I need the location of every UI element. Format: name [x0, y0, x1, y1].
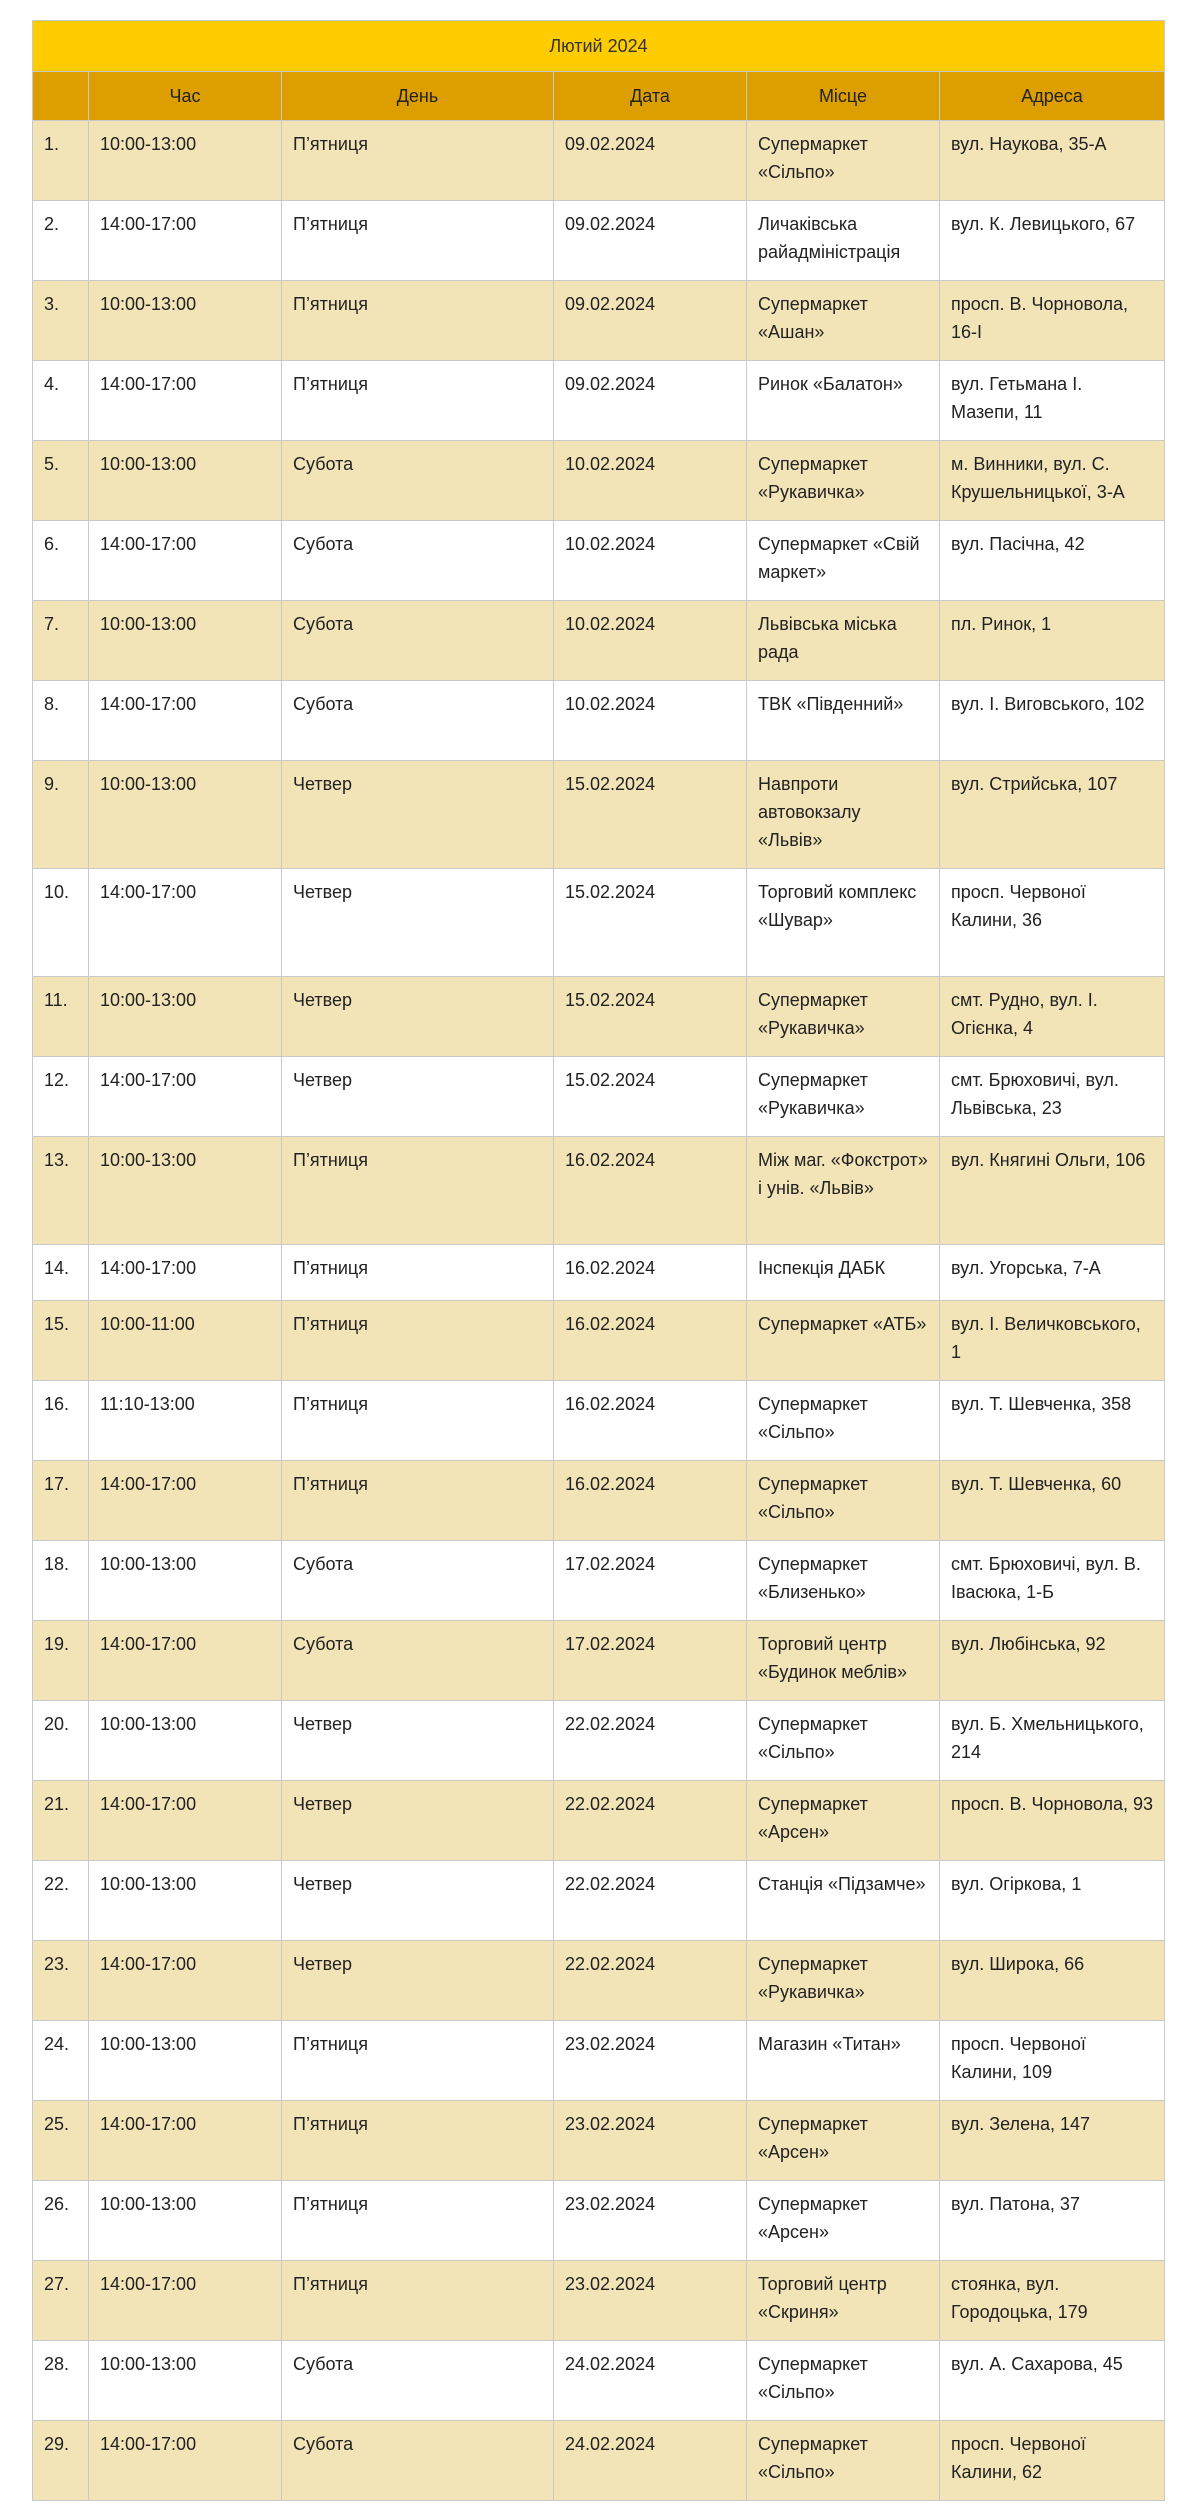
row-time: 14:00-17:00	[89, 1621, 282, 1701]
row-time: 14:00-17:00	[89, 1941, 282, 2021]
column-header-time: Час	[89, 72, 282, 121]
row-date: 24.02.2024	[554, 2341, 747, 2421]
row-date: 23.02.2024	[554, 2261, 747, 2341]
row-time: 10:00-13:00	[89, 1701, 282, 1781]
row-time: 10:00-13:00	[89, 281, 282, 361]
row-number: 17.	[33, 1461, 89, 1541]
row-address: вул. А. Сахарова, 45	[940, 2341, 1165, 2421]
table-row	[33, 1301, 1165, 1381]
row-day: Четвер	[282, 1781, 554, 1861]
row-place: Супермаркет «Сільпо»	[747, 121, 940, 201]
schedule-table	[32, 20, 1165, 2501]
row-time: 14:00-17:00	[89, 201, 282, 281]
row-address: просп. Червоної Калини, 109	[940, 2021, 1165, 2101]
row-date: 24.02.2024	[554, 2421, 747, 2501]
row-day: П’ятниця	[282, 1381, 554, 1461]
row-time: 14:00-17:00	[89, 681, 282, 761]
row-day: П’ятниця	[282, 281, 554, 361]
row-address: вул. Наукова, 35-А	[940, 121, 1165, 201]
row-place: Супермаркет «Сільпо»	[747, 2421, 940, 2501]
row-number: 12.	[33, 1057, 89, 1137]
row-place: Супермаркет «АТБ»	[747, 1301, 940, 1381]
table-row	[33, 201, 1165, 281]
table-row	[33, 1057, 1165, 1137]
row-place: Супермаркет «Ашан»	[747, 281, 940, 361]
row-address: стоянка, вул. Городоцька, 179	[940, 2261, 1165, 2341]
row-time: 14:00-17:00	[89, 1057, 282, 1137]
month-header-row	[33, 21, 1165, 72]
row-time: 14:00-17:00	[89, 869, 282, 977]
row-number: 29.	[33, 2421, 89, 2501]
month-title: Лютий 2024	[33, 21, 1165, 72]
row-place: Супермаркет «Сільпо»	[747, 2341, 940, 2421]
row-place: Супермаркет «Рукавичка»	[747, 441, 940, 521]
row-number: 4.	[33, 361, 89, 441]
row-date: 16.02.2024	[554, 1301, 747, 1381]
row-date: 10.02.2024	[554, 521, 747, 601]
row-time: 14:00-17:00	[89, 521, 282, 601]
row-time: 10:00-13:00	[89, 1541, 282, 1621]
table-row	[33, 1941, 1165, 2021]
row-address: вул. Патона, 37	[940, 2181, 1165, 2261]
row-day: П’ятниця	[282, 2261, 554, 2341]
row-time: 11:10-13:00	[89, 1381, 282, 1461]
row-time: 10:00-13:00	[89, 1861, 282, 1941]
row-day: Субота	[282, 441, 554, 521]
row-address: просп. Червоної Калини, 62	[940, 2421, 1165, 2501]
row-day: П’ятниця	[282, 201, 554, 281]
table-row	[33, 1381, 1165, 1461]
row-day: Субота	[282, 1541, 554, 1621]
row-address: вул. Б. Хмельницького, 214	[940, 1701, 1165, 1781]
table-row	[33, 1245, 1165, 1301]
row-number: 22.	[33, 1861, 89, 1941]
row-date: 23.02.2024	[554, 2021, 747, 2101]
row-day: П’ятниця	[282, 1137, 554, 1245]
row-number: 19.	[33, 1621, 89, 1701]
table-row	[33, 2181, 1165, 2261]
row-address: просп. В. Чорновола, 93	[940, 1781, 1165, 1861]
row-place: ТВК «Південний»	[747, 681, 940, 761]
row-place: Ринок «Балатон»	[747, 361, 940, 441]
row-date: 10.02.2024	[554, 441, 747, 521]
row-day: П’ятниця	[282, 1461, 554, 1541]
row-time: 10:00-13:00	[89, 121, 282, 201]
row-date: 23.02.2024	[554, 2181, 747, 2261]
row-date: 22.02.2024	[554, 1861, 747, 1941]
row-number: 3.	[33, 281, 89, 361]
schedule-body	[33, 121, 1165, 2501]
row-time: 14:00-17:00	[89, 2101, 282, 2181]
row-number: 10.	[33, 869, 89, 977]
row-number: 21.	[33, 1781, 89, 1861]
row-date: 22.02.2024	[554, 1781, 747, 1861]
row-date: 16.02.2024	[554, 1245, 747, 1301]
row-day: П’ятниця	[282, 2181, 554, 2261]
row-time: 10:00-13:00	[89, 441, 282, 521]
row-place: Станція «Підзамче»	[747, 1861, 940, 1941]
row-place: Навпроти автовокзалу «Львів»	[747, 761, 940, 869]
row-date: 15.02.2024	[554, 1057, 747, 1137]
row-day: Четвер	[282, 1941, 554, 2021]
table-row	[33, 681, 1165, 761]
row-number: 15.	[33, 1301, 89, 1381]
row-date: 15.02.2024	[554, 977, 747, 1057]
row-address: вул. Широка, 66	[940, 1941, 1165, 2021]
row-address: смт. Рудно, вул. І. Огієнка, 4	[940, 977, 1165, 1057]
row-time: 10:00-13:00	[89, 2181, 282, 2261]
row-place: Супермаркет «Близенько»	[747, 1541, 940, 1621]
row-day: Субота	[282, 2341, 554, 2421]
row-address: вул. Т. Шевченка, 358	[940, 1381, 1165, 1461]
table-row	[33, 521, 1165, 601]
row-address: вул. І. Величковського, 1	[940, 1301, 1165, 1381]
row-address: вул. Стрийська, 107	[940, 761, 1165, 869]
row-date: 10.02.2024	[554, 681, 747, 761]
row-address: вул. Т. Шевченка, 60	[940, 1461, 1165, 1541]
row-time: 14:00-17:00	[89, 2261, 282, 2341]
row-date: 16.02.2024	[554, 1461, 747, 1541]
row-date: 15.02.2024	[554, 761, 747, 869]
row-day: П’ятниця	[282, 2101, 554, 2181]
row-number: 8.	[33, 681, 89, 761]
row-day: Четвер	[282, 869, 554, 977]
row-place: Супермаркет «Рукавичка»	[747, 977, 940, 1057]
row-day: Четвер	[282, 977, 554, 1057]
row-address: вул. Гетьмана І. Мазепи, 11	[940, 361, 1165, 441]
column-header-row	[33, 72, 1165, 121]
row-address: смт. Брюховичі, вул. В. Івасюка, 1-Б	[940, 1541, 1165, 1621]
row-date: 17.02.2024	[554, 1621, 747, 1701]
row-day: Четвер	[282, 761, 554, 869]
row-place: Львівська міська рада	[747, 601, 940, 681]
row-place: Супермаркет «Рукавичка»	[747, 1941, 940, 2021]
table-row	[33, 1621, 1165, 1701]
row-day: П’ятниця	[282, 2021, 554, 2101]
row-number: 7.	[33, 601, 89, 681]
row-place: Супермаркет «Арсен»	[747, 2101, 940, 2181]
row-time: 14:00-17:00	[89, 361, 282, 441]
row-date: 16.02.2024	[554, 1381, 747, 1461]
row-date: 09.02.2024	[554, 121, 747, 201]
row-day: П’ятниця	[282, 1301, 554, 1381]
row-day: Субота	[282, 2421, 554, 2501]
row-date: 22.02.2024	[554, 1701, 747, 1781]
column-header-date: Дата	[554, 72, 747, 121]
column-header-place: Місце	[747, 72, 940, 121]
row-address: вул. Угорська, 7-А	[940, 1245, 1165, 1301]
table-row	[33, 601, 1165, 681]
row-time: 10:00-13:00	[89, 2021, 282, 2101]
row-date: 15.02.2024	[554, 869, 747, 977]
table-row	[33, 2421, 1165, 2501]
row-day: Четвер	[282, 1057, 554, 1137]
row-time: 10:00-13:00	[89, 977, 282, 1057]
row-number: 26.	[33, 2181, 89, 2261]
row-time: 14:00-17:00	[89, 2421, 282, 2501]
row-place: Інспекція ДАБК	[747, 1245, 940, 1301]
row-number: 14.	[33, 1245, 89, 1301]
table-row	[33, 1701, 1165, 1781]
row-address: вул. Любінська, 92	[940, 1621, 1165, 1701]
row-date: 22.02.2024	[554, 1941, 747, 2021]
column-header-day: День	[282, 72, 554, 121]
row-place: Супермаркет «Сільпо»	[747, 1461, 940, 1541]
row-number: 28.	[33, 2341, 89, 2421]
row-time: 10:00-11:00	[89, 1301, 282, 1381]
table-row	[33, 1781, 1165, 1861]
row-day: Субота	[282, 601, 554, 681]
row-place: Личаківська райадміністрація	[747, 201, 940, 281]
row-number: 23.	[33, 1941, 89, 2021]
row-address: вул. Зелена, 147	[940, 2101, 1165, 2181]
row-date: 09.02.2024	[554, 361, 747, 441]
table-row	[33, 1861, 1165, 1941]
row-day: П’ятниця	[282, 1245, 554, 1301]
row-address: вул. Пасічна, 42	[940, 521, 1165, 601]
table-row	[33, 2341, 1165, 2421]
row-number: 6.	[33, 521, 89, 601]
row-address: вул. Княгині Ольги, 106	[940, 1137, 1165, 1245]
row-number: 16.	[33, 1381, 89, 1461]
table-row	[33, 1541, 1165, 1621]
row-address: смт. Брюховичі, вул. Львівська, 23	[940, 1057, 1165, 1137]
row-address: вул. І. Виговського, 102	[940, 681, 1165, 761]
row-date: 17.02.2024	[554, 1541, 747, 1621]
table-row	[33, 2101, 1165, 2181]
table-row	[33, 2261, 1165, 2341]
row-number: 20.	[33, 1701, 89, 1781]
row-number: 18.	[33, 1541, 89, 1621]
row-number: 27.	[33, 2261, 89, 2341]
row-place: Супермаркет «Сільпо»	[747, 1381, 940, 1461]
row-time: 10:00-13:00	[89, 1137, 282, 1245]
row-time: 10:00-13:00	[89, 761, 282, 869]
table-row	[33, 2021, 1165, 2101]
row-time: 10:00-13:00	[89, 2341, 282, 2421]
table-row	[33, 121, 1165, 201]
row-number: 9.	[33, 761, 89, 869]
row-place: Супермаркет «Свій маркет»	[747, 521, 940, 601]
row-place: Торговий центр «Будинок меблів»	[747, 1621, 940, 1701]
row-place: Супермаркет «Рукавичка»	[747, 1057, 940, 1137]
row-day: Четвер	[282, 1861, 554, 1941]
table-row	[33, 869, 1165, 977]
row-date: 16.02.2024	[554, 1137, 747, 1245]
row-place: Торговий комплекс «Шувар»	[747, 869, 940, 977]
row-address: просп. В. Чорновола, 16-І	[940, 281, 1165, 361]
row-place: Між маг. «Фокстрот» і унів. «Львів»	[747, 1137, 940, 1245]
table-row	[33, 281, 1165, 361]
row-day: Четвер	[282, 1701, 554, 1781]
row-place: Торговий центр «Скриня»	[747, 2261, 940, 2341]
table-row	[33, 1461, 1165, 1541]
row-number: 13.	[33, 1137, 89, 1245]
row-day: Субота	[282, 681, 554, 761]
row-address: м. Винники, вул. С. Крушельницької, 3-А	[940, 441, 1165, 521]
row-place: Магазин «Титан»	[747, 2021, 940, 2101]
row-number: 2.	[33, 201, 89, 281]
table-row	[33, 761, 1165, 869]
row-date: 09.02.2024	[554, 201, 747, 281]
row-date: 10.02.2024	[554, 601, 747, 681]
table-row	[33, 361, 1165, 441]
row-number: 1.	[33, 121, 89, 201]
row-address: пл. Ринок, 1	[940, 601, 1165, 681]
row-time: 14:00-17:00	[89, 1245, 282, 1301]
table-row	[33, 1137, 1165, 1245]
row-day: Субота	[282, 1621, 554, 1701]
row-day: П’ятниця	[282, 361, 554, 441]
row-place: Супермаркет «Сільпо»	[747, 1701, 940, 1781]
row-date: 23.02.2024	[554, 2101, 747, 2181]
row-time: 14:00-17:00	[89, 1461, 282, 1541]
row-time: 14:00-17:00	[89, 1781, 282, 1861]
row-day: Субота	[282, 521, 554, 601]
row-day: П’ятниця	[282, 121, 554, 201]
row-address: просп. Червоної Калини, 36	[940, 869, 1165, 977]
column-header-number	[33, 72, 89, 121]
table-row	[33, 977, 1165, 1057]
row-time: 10:00-13:00	[89, 601, 282, 681]
schedule-container	[32, 20, 1164, 2501]
column-header-address: Адреса	[940, 72, 1165, 121]
row-number: 11.	[33, 977, 89, 1057]
row-date: 09.02.2024	[554, 281, 747, 361]
row-number: 25.	[33, 2101, 89, 2181]
row-number: 24.	[33, 2021, 89, 2101]
row-place: Супермаркет «Арсен»	[747, 2181, 940, 2261]
row-place: Супермаркет «Арсен»	[747, 1781, 940, 1861]
row-number: 5.	[33, 441, 89, 521]
row-address: вул. К. Левицького, 67	[940, 201, 1165, 281]
row-address: вул. Огіркова, 1	[940, 1861, 1165, 1941]
table-row	[33, 441, 1165, 521]
